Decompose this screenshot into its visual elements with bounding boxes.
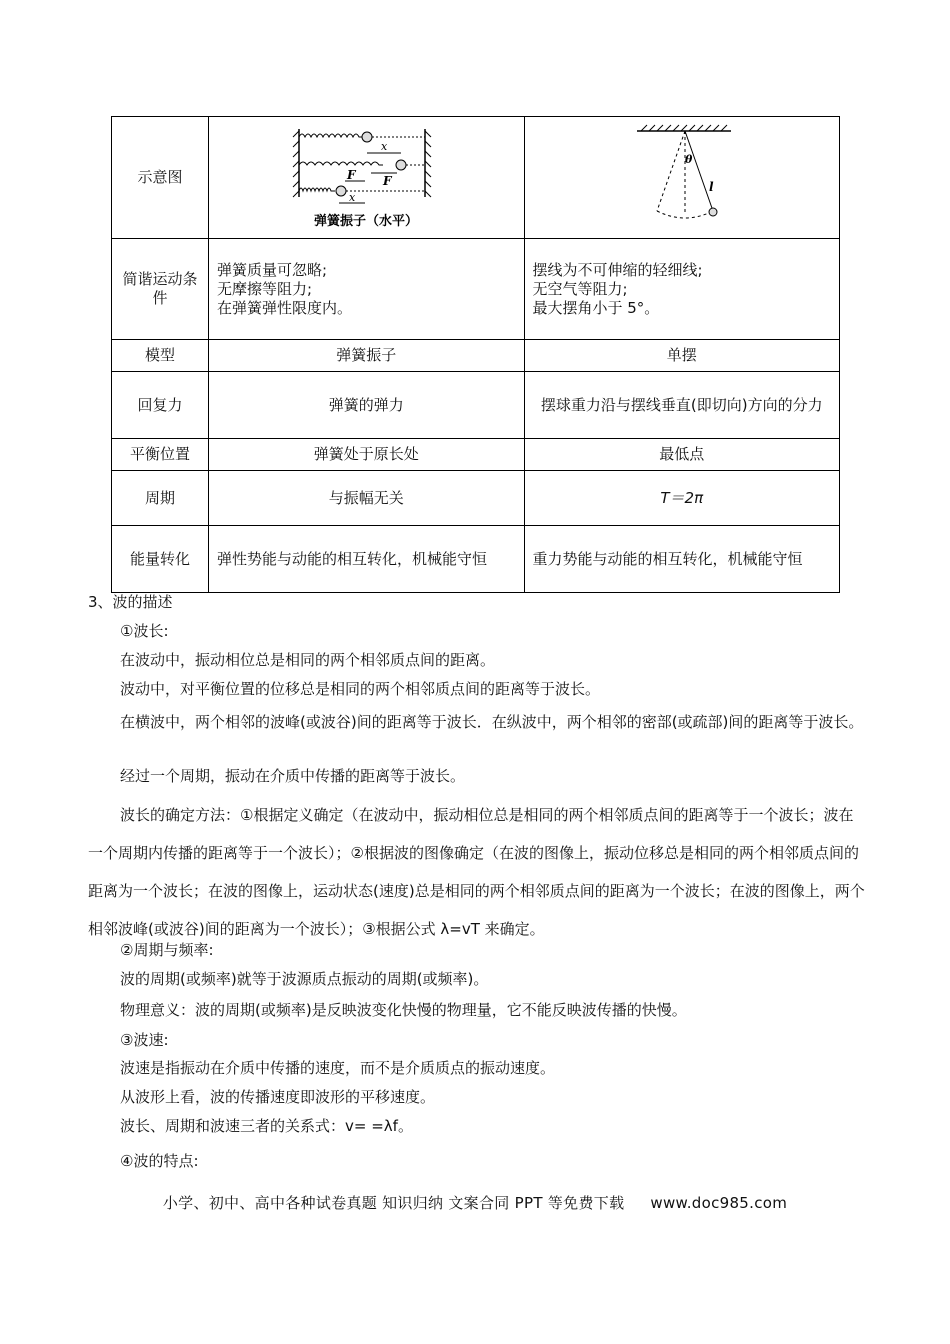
spring-oscillator-figure (211, 117, 521, 233)
speed-title: ③波速: (120, 1031, 169, 1049)
features-title: ④波的特点: (120, 1152, 199, 1170)
x-label-top: x (381, 140, 388, 153)
paragraph-3: 在横波中，两个相邻的波峰(或波谷)间的距离等于波长．在纵波中，两个相邻的密部(或疏部)间的距离等于波长。 (120, 713, 864, 731)
paragraph-4: 经过一个周期，振动在介质中传播的距离等于波长。 (120, 767, 466, 785)
paragraph-1: 在波动中，振动相位总是相同的两个相邻质点间的距离。 (120, 651, 496, 669)
pendulum-figure (525, 117, 841, 233)
footer-text: 小学、初中、高中各种试卷真题 知识归纳 文案合同 PPT 等免费下载 (162, 1194, 625, 1212)
spring-condition-1: 弹簧质量可忽略; (217, 260, 328, 279)
paragraph-10: 波长、周期和波速三者的关系式：v= =λf。 (120, 1117, 413, 1135)
period-title: ②周期与频率: (120, 941, 214, 959)
pendulum-conditions (524, 239, 840, 340)
spring-energy: 弹性势能与动能的相互转化，机械能守恒 (209, 526, 525, 593)
row-label-restoring-force: 回复力 (112, 372, 209, 439)
paragraph-6: 波的周期(或频率)就等于波源质点振动的周期(或频率)。 (120, 970, 489, 988)
spring-oscillator-diagram (209, 117, 525, 239)
row-label-diagram: 示意图 (112, 117, 209, 239)
paragraph-5: 波长的确定方法：①根据定义确定（在波动中，振动相位总是相同的两个相邻质点间的距离等于一个波长；波在一个周期内传播的距离等于一个波长）；②根据波的图像确定（在波的图像上，振动位移总是相同的两个相邻质点间的距离为一个波长；在波的图像上，运动状态(速度)总是相同的两个相邻质点间的距离为一个波长；在波的图像上，两个相邻波峰(或波谷)间的距离为一个波长）；③根据公式 λ=vT 来确定。 (88, 806, 865, 938)
pendulum-condition-2: 无空气等阻力; (532, 279, 628, 298)
spring-caption: 弹簧振子（水平） (314, 214, 419, 229)
length-label: l (708, 180, 714, 194)
spring-model: 弹簧振子 (209, 340, 525, 372)
F-label-right: F (383, 174, 392, 188)
page-footer (0, 1192, 950, 1213)
conditions-label: 简谐运动条件 (122, 270, 198, 307)
row-label-equilibrium: 平衡位置 (112, 439, 209, 471)
spring-condition-3: 在弹簧弹性限度内。 (217, 298, 353, 317)
pendulum-energy: 重力势能与动能的相互转化，机械能守恒 (524, 526, 840, 593)
wavelength-title: ①波长: (120, 622, 169, 640)
pendulum-condition-1: 摆线为不可伸缩的轻细线; (532, 260, 703, 279)
pendulum-condition-3: 最大摆角小于 5°。 (532, 298, 660, 317)
pendulum-restoring-force: 摆球重力沿与摆线垂直(即切向)方向的分力 (524, 372, 840, 439)
row-label-conditions (112, 239, 209, 340)
x-label-bottom: x (349, 191, 356, 204)
spring-conditions (209, 239, 525, 340)
row-label-energy: 能量转化 (112, 526, 209, 593)
section-title: 3、波的描述 (88, 593, 173, 611)
spring-restoring-force: 弹簧的弹力 (209, 372, 525, 439)
spring-period: 与振幅无关 (209, 471, 525, 526)
paragraph-7: 物理意义：波的周期(或频率)是反映波变化快慢的物理量，它不能反映波传播的快慢。 (120, 1001, 687, 1019)
row-label-period: 周期 (112, 471, 209, 526)
pendulum-diagram (524, 117, 840, 239)
pendulum-equilibrium: 最低点 (524, 439, 840, 471)
row-label-model: 模型 (112, 340, 209, 372)
pendulum-period: T＝2π (524, 471, 840, 526)
paragraph-2: 波动中，对平衡位置的位移总是相同的两个相邻质点间的距离等于波长。 (120, 680, 601, 698)
comparison-table (111, 116, 840, 593)
paragraph-9: 从波形上看，波的传播速度即波形的平移速度。 (120, 1088, 436, 1106)
pendulum-model: 单摆 (524, 340, 840, 372)
F-label-left: F (347, 168, 356, 182)
spring-condition-2: 无摩擦等阻力; (217, 279, 313, 298)
theta-label: θ (684, 153, 692, 166)
paragraph-8: 波速是指振动在介质中传播的速度，而不是介质质点的振动速度。 (120, 1059, 556, 1077)
spring-equilibrium: 弹簧处于原长处 (209, 439, 525, 471)
footer-url[interactable]: www.doc985.com (650, 1194, 788, 1212)
